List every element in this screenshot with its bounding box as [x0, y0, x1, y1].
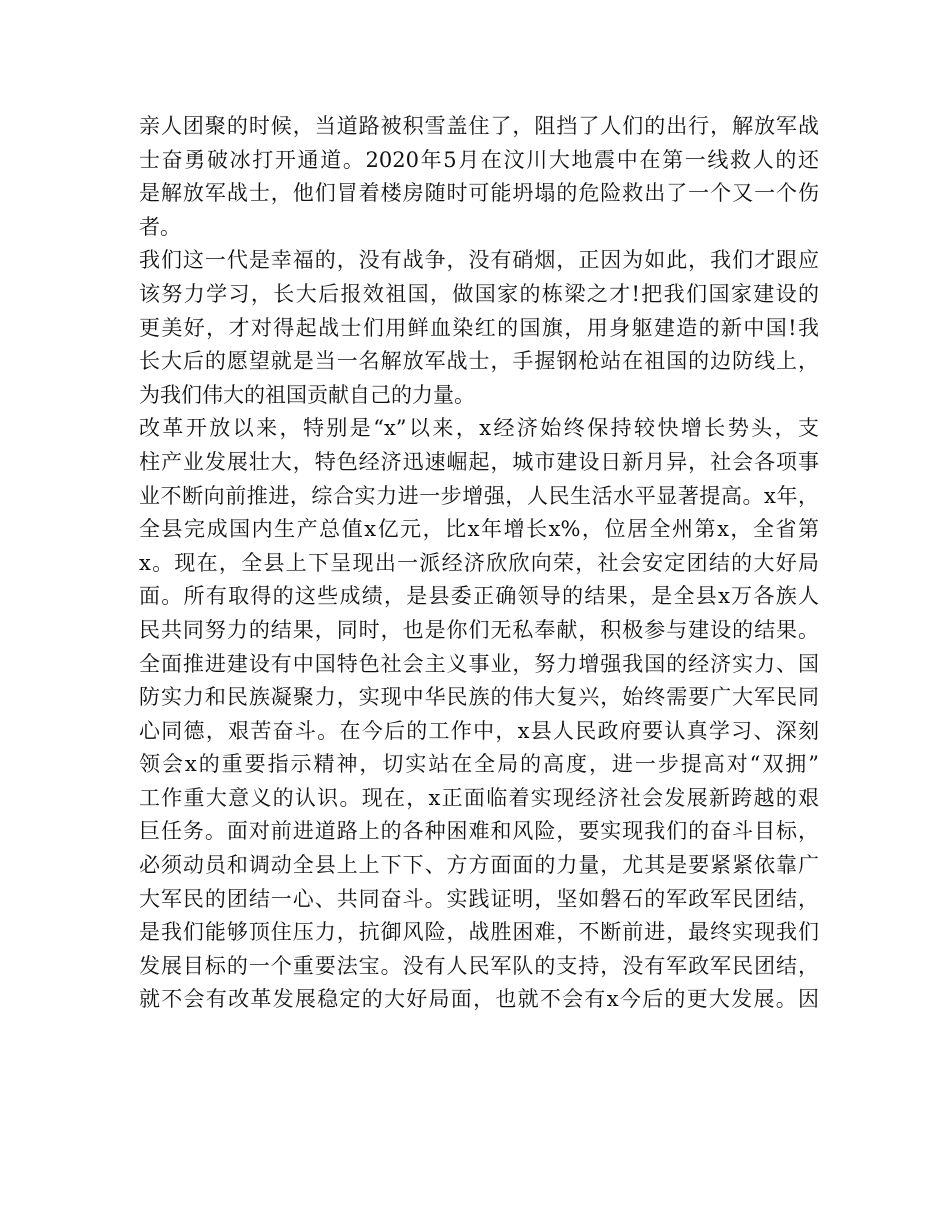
text-line: 是解放军战士，他们冒着楼房随时可能坍塌的危险救出了一个又一个伤: [139, 181, 819, 206]
text-line: 心同德，艰苦奋斗。在今后的工作中，x县人民政府要认真学习、深刻: [139, 718, 819, 743]
text-line: 巨任务。面对前进道路上的各种困难和风险，要实现我们的奋斗目标，: [139, 819, 819, 844]
text-line: 面。所有取得的这些成绩，是县委正确领导的结果，是全县x万各族人: [139, 584, 819, 609]
text-line: 发展目标的一个重要法宝。没有人民军队的支持，没有军政军民团结，: [139, 953, 819, 978]
text-line: 大军民的团结一心、共同奋斗。实践证明，坚如磐石的军政军民团结，: [139, 886, 819, 911]
text-line: 全县完成国内生产总值x亿元，比x年增长x%，位居全州第x，全省第: [139, 517, 819, 542]
text-line: 亲人团聚的时候，当道路被积雪盖住了，阻挡了人们的出行，解放军战: [139, 114, 819, 138]
text-line: 长大后的愿望就是当一名解放军战士，手握钢枪站在祖国的边防线上，: [139, 349, 819, 374]
text-line: 为我们伟大的祖国贡献自己的力量。: [139, 382, 475, 407]
text-line: 更美好，才对得起战士们用鲜血染红的国旗，用身躯建造的新中国!我: [139, 315, 819, 340]
body-text: [139, 110, 819, 1017]
text-line: 柱产业发展壮大，特色经济迅速崛起，城市建设日新月异，社会各项事: [139, 449, 819, 474]
text-line: 者。: [139, 214, 181, 239]
text-line: 士奋勇破冰打开通道。2020年5月在汶川大地震中在第一线救人的还: [139, 147, 819, 172]
text-line: 必须动员和调动全县上上下下、方方面面的力量，尤其是要紧紧依靠广: [139, 853, 819, 878]
text-line: 就不会有改革发展稳定的大好局面，也就不会有x今后的更大发展。因: [139, 987, 819, 1012]
text-line: 改革开放以来，特别是“x”以来，x经济始终保持较快增长势头，支: [139, 416, 819, 441]
text-line: 民共同努力的结果，同时，也是你们无私奉献，积极参与建设的结果。: [139, 617, 819, 642]
text-line: 是我们能够顶住压力，抗御风险，战胜困难，不断前进，最终实现我们: [139, 920, 819, 945]
text-line: 该努力学习，长大后报效祖国，做国家的栋梁之才!把我们国家建设的: [139, 281, 819, 306]
text-line: 全面推进建设有中国特色社会主义事业，努力增强我国的经济实力、国: [139, 651, 819, 676]
text-line: 工作重大意义的认识。现在，x正面临着实现经济社会发展新跨越的艰: [139, 785, 819, 810]
text-line: 业不断向前推进，综合实力进一步增强，人民生活水平显著提高。x年，: [139, 483, 819, 508]
text-line: 防实力和民族凝聚力，实现中华民族的伟大复兴，始终需要广大军民同: [139, 685, 819, 710]
text-line: 领会x的重要指示精神，切实站在全局的高度，进一步提高对“双拥”: [139, 752, 819, 777]
text-line: x。现在，全县上下呈现出一派经济欣欣向荣，社会安定团结的大好局: [139, 550, 819, 575]
text-line: 我们这一代是幸福的，没有战争，没有硝烟，正因为如此，我们才跟应: [139, 248, 819, 273]
